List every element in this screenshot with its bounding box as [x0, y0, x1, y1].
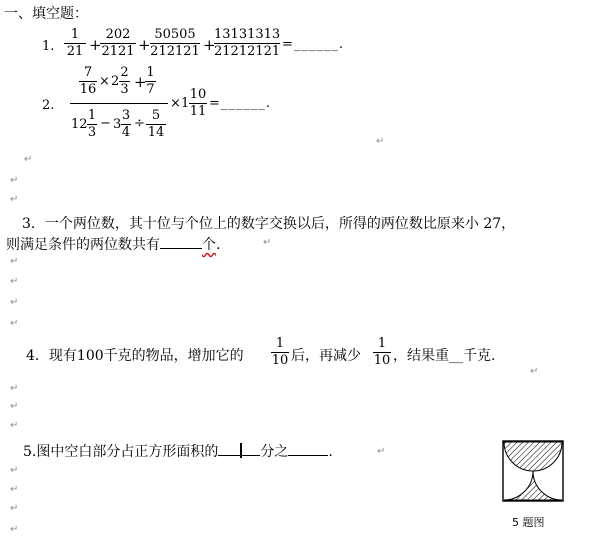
paragraph-mark: ↵ — [10, 503, 19, 514]
paragraph-mark: ↵ — [10, 383, 19, 394]
numerator: 50505 — [154, 27, 196, 42]
paragraph-mark: ↵ — [10, 297, 19, 308]
times-sign: × — [170, 96, 181, 111]
paragraph-mark: ↵ — [10, 175, 19, 186]
paragraph-mark: ↵ — [10, 420, 19, 431]
q5-figure — [502, 440, 564, 502]
q1-fraction-3 — [150, 28, 200, 59]
paragraph-mark: ↵ — [377, 446, 386, 457]
q1-fraction-1 — [64, 28, 86, 59]
q2-den-fraction-2: 3 4 — [121, 108, 131, 140]
q1-answer-blank: =______. — [282, 37, 345, 52]
q2-main-fraction-bar — [70, 103, 168, 104]
q5-answer-blank-2 — [242, 455, 260, 456]
plus-sign: + — [203, 36, 216, 54]
whole-number: 2 — [111, 74, 120, 89]
paragraph-mark: ↵ — [10, 318, 19, 329]
denominator: 212121 — [150, 44, 200, 59]
q1-number: 1. — [42, 39, 55, 54]
plus-sign: + — [138, 36, 151, 54]
q5-answer-blank-3 — [288, 455, 328, 456]
section-title: 一、填空题： — [4, 6, 88, 22]
q3-line-2: 则满足条件的两位数共有 个. — [6, 237, 221, 253]
q1-fraction-4 — [214, 28, 280, 59]
paragraph-mark: ↵ — [24, 154, 33, 165]
plus-sign: + — [134, 73, 147, 91]
paragraph-mark: ↵ — [10, 401, 19, 412]
q4-text-start: 4．现有100千克的物品，增加它的 — [26, 348, 244, 364]
plus-sign: + — [89, 36, 102, 54]
q1-fraction-2 — [100, 28, 136, 59]
numerator: 1 — [70, 27, 80, 42]
denominator: 2121 — [101, 44, 135, 59]
paragraph-mark: ↵ — [10, 276, 19, 287]
q2-number: 2. — [42, 98, 55, 113]
denominator: 21212121 — [214, 44, 281, 59]
paragraph-mark: ↵ — [10, 465, 19, 476]
whole-number: 12 — [71, 117, 88, 132]
q3-unit: 个 — [202, 237, 216, 253]
q4-answer-blank: __ — [449, 348, 463, 364]
denominator: 21 — [66, 44, 84, 59]
q3-answer-blank — [160, 248, 202, 249]
q2-num-fraction-3: 1 7 — [146, 65, 155, 97]
q2-num-fraction-1: 7 16 — [79, 65, 97, 97]
q3-line-1: 3．一个两位数，其十位与个位上的数字交换以后，所得的两位数比原来小 27， — [22, 216, 516, 232]
divide-sign: ÷ — [134, 116, 145, 131]
q2-den-fraction-3: 5 14 — [147, 108, 165, 140]
q3-question-text: 则满足条件的两位数共有 — [6, 237, 160, 253]
minus-sign: − — [100, 116, 111, 131]
paragraph-mark: ↵ — [530, 366, 539, 377]
q4-text-end: ，结果重__千克. — [393, 348, 496, 364]
paragraph-mark: ↵ — [263, 237, 272, 248]
q4-fraction-2: 1 10 — [373, 336, 391, 368]
paragraph-mark: ↵ — [376, 136, 385, 147]
q5-answer-blank-1 — [218, 455, 240, 456]
q2-trailing-fraction: 10 11 — [189, 87, 207, 119]
numerator: 202 — [105, 27, 131, 42]
whole-number: 1 — [181, 96, 190, 111]
q5-line: 5.图中空白部分占正方形面积的 分之 . — [23, 444, 333, 460]
q2-num-fraction-2: 2 3 — [120, 65, 129, 97]
q2-den-fraction-1: 1 3 — [87, 108, 97, 140]
q4-text-mid: 后，再减少 — [291, 348, 361, 364]
numerator: 13131313 — [214, 27, 281, 42]
whole-number: 3 — [113, 117, 122, 132]
paragraph-mark: ↵ — [10, 484, 19, 495]
q2-answer-blank: =______. — [209, 96, 272, 111]
q5-figure-caption: 5 题图 — [512, 516, 545, 529]
paragraph-mark: ↵ — [10, 524, 19, 535]
q5-question-text: 5.图中空白部分占正方形面积的 — [23, 444, 219, 460]
paragraph-mark: ↵ — [10, 256, 19, 267]
times-sign: × — [99, 74, 110, 89]
q4-fraction-1: 1 10 — [271, 336, 289, 368]
paragraph-mark: ↵ — [10, 194, 19, 205]
